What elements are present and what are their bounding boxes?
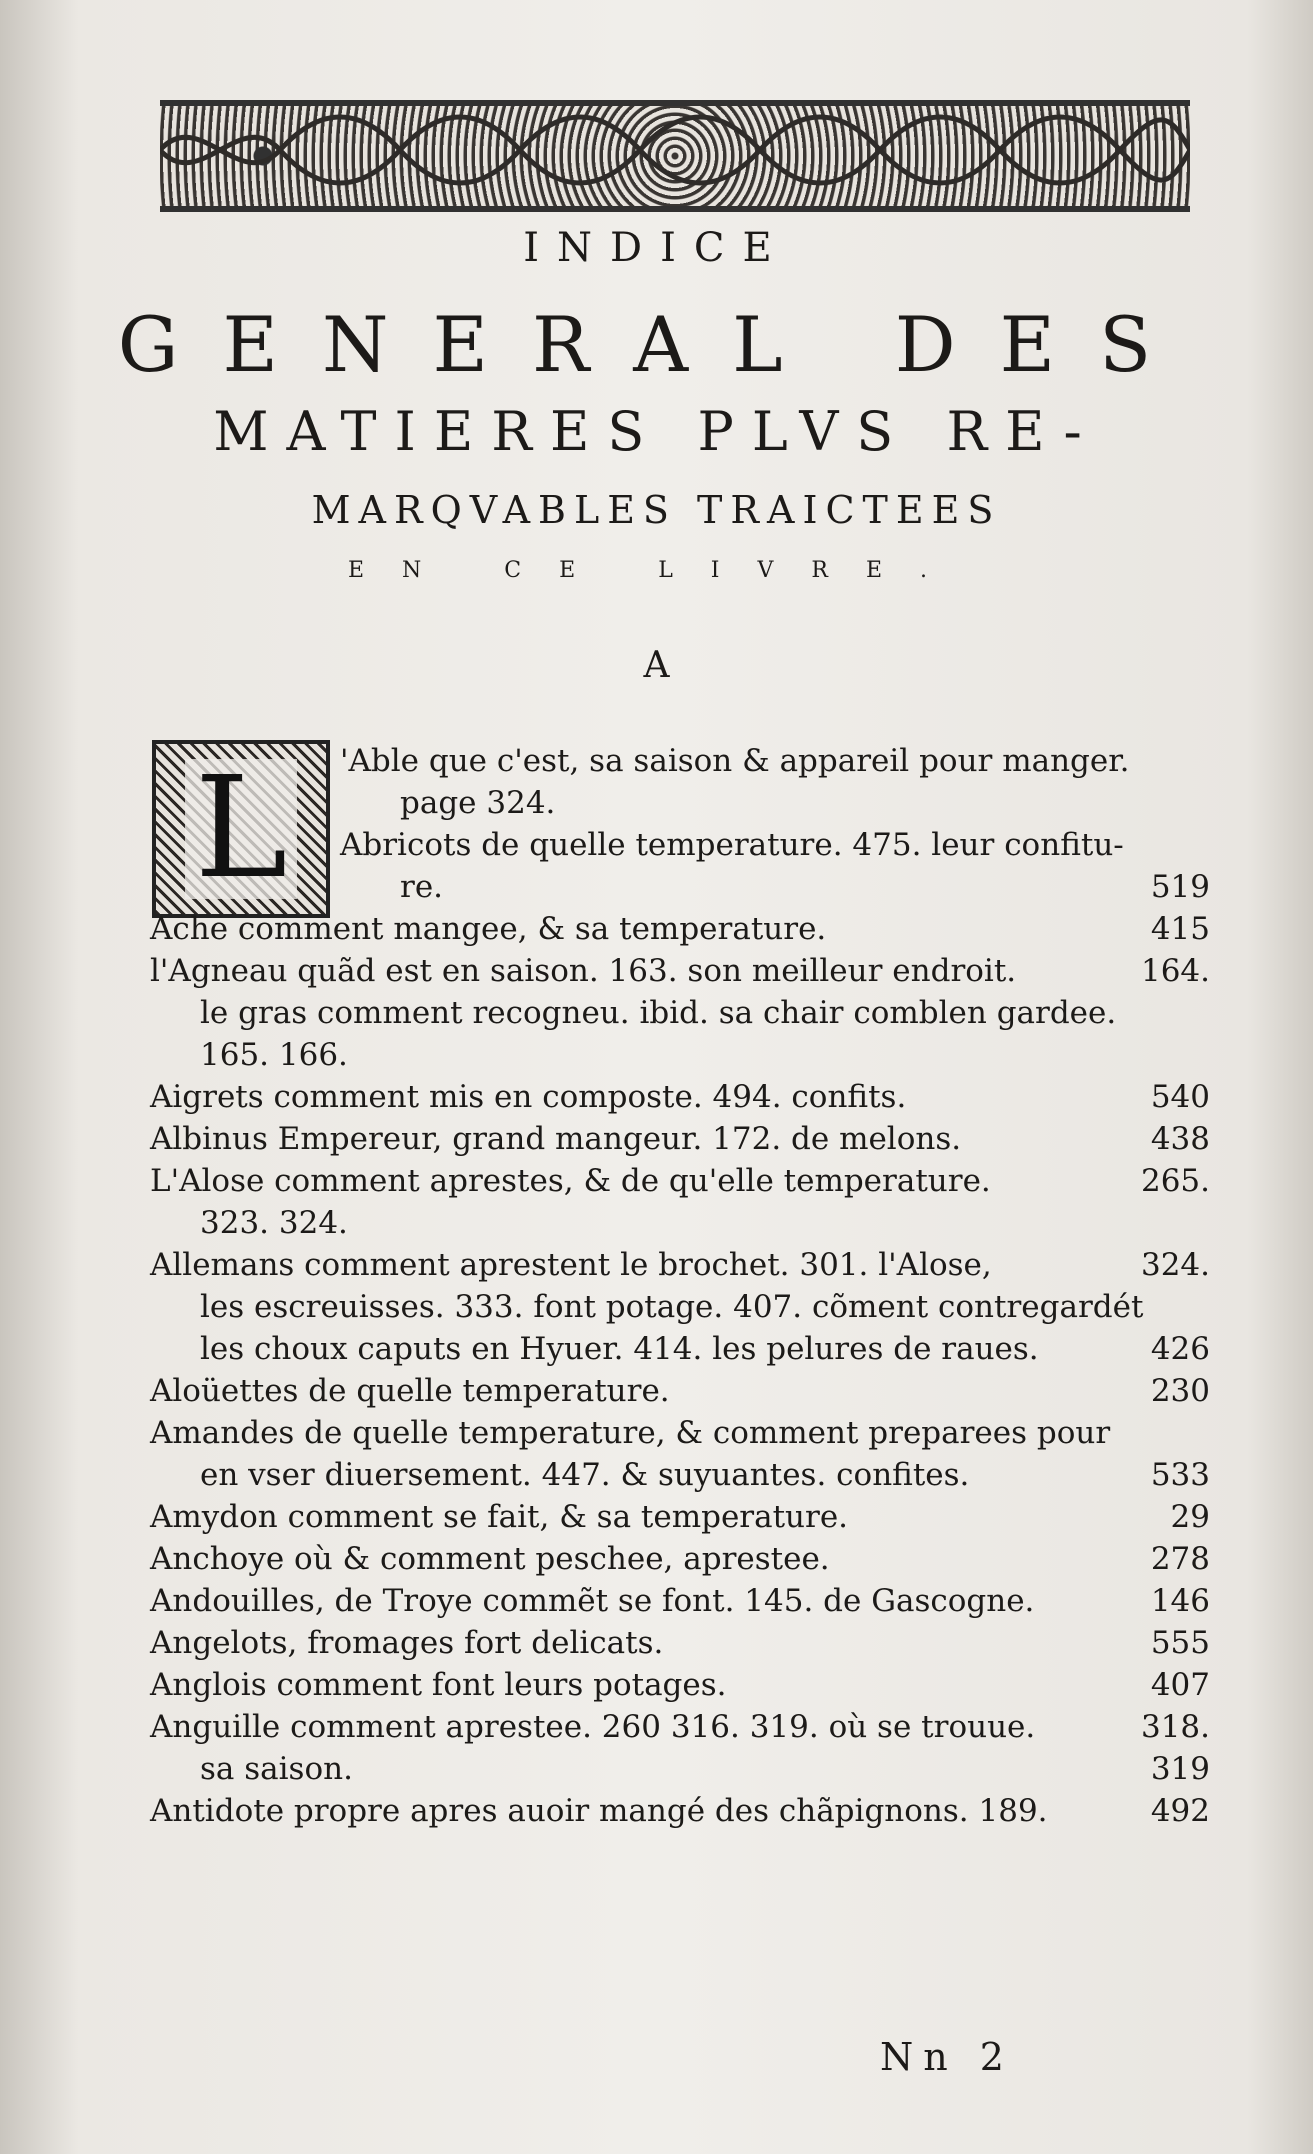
index-entry	[150, 1748, 1210, 1790]
index-entry-page: 407	[1150, 1667, 1210, 1703]
index-entry-page: 555	[1150, 1625, 1210, 1661]
index-entry	[150, 1286, 1210, 1328]
drop-cap-letter: L	[185, 759, 298, 899]
index-entry-text: en vser diuersement. 447. & suyuantes. confites.	[200, 1457, 970, 1493]
index-entry-page: 415	[1150, 911, 1210, 947]
signature-mark: Nn 2	[880, 2035, 1014, 2079]
title-line-en-ce-livre: EN CE LIVRE.	[348, 558, 965, 583]
index-entry-page: 519	[1150, 869, 1210, 905]
index-entry	[150, 1664, 1210, 1706]
title-line-general: GENERAL DES	[117, 300, 1196, 389]
index-entry-text: re.	[400, 869, 444, 905]
index-entry-text: le gras comment recogneu. ibid. sa chair comblen gardee.	[200, 995, 1117, 1031]
index-entry	[150, 908, 1210, 950]
index-entry	[150, 824, 1210, 866]
index-entry-text: les choux caputs en Hyuer. 414. les pelures de raues.	[200, 1331, 1039, 1367]
index-entry	[150, 1454, 1210, 1496]
index-entry-page: 324.	[1140, 1247, 1210, 1283]
index-entry-page: 438	[1150, 1121, 1210, 1157]
index-entry-text: page 324.	[400, 785, 556, 821]
title-line-matieres: MATIERES PLVS RE-	[213, 400, 1100, 463]
index-entry-text: Aloüettes de quelle temperature.	[150, 1373, 670, 1409]
index-entry-text: les escreuisses. 333. font potage. 407. cõment contregardét	[200, 1289, 1144, 1325]
index-entry	[150, 1328, 1210, 1370]
index-entry-page: 278	[1150, 1541, 1210, 1577]
index-entry-text: sa saison.	[200, 1751, 353, 1787]
index-entry-text: Albinus Empereur, grand mangeur. 172. de melons.	[150, 1121, 962, 1157]
index-entry	[150, 1076, 1210, 1118]
index-entry-page: 230	[1150, 1373, 1210, 1409]
index-entry-text: Aigrets comment mis en composte. 494. confits.	[150, 1079, 907, 1115]
title-line-indice: INDICE	[523, 225, 790, 271]
index-entry-text: 165. 166.	[200, 1037, 348, 1073]
index-entry	[150, 740, 1210, 782]
index-entry-text: Anguille comment aprestee. 260 316. 319. où se trouue.	[150, 1709, 1036, 1745]
index-entry-text: Amydon comment se fait, & sa temperature.	[150, 1499, 849, 1535]
index-entry-text: Allemans comment aprestent le brochet. 301. l'Alose,	[150, 1247, 992, 1283]
index-entries	[150, 740, 1210, 1832]
index-entry-text: Abricots de quelle temperature. 475. leur confitu-	[340, 827, 1124, 863]
index-entry-page: 533	[1150, 1457, 1210, 1493]
index-entry	[150, 1034, 1210, 1076]
decorative-ornament-band	[160, 100, 1190, 212]
index-entry-page: 318.	[1140, 1709, 1210, 1745]
index-entry-text: Anglois comment font leurs potages.	[150, 1667, 727, 1703]
index-entry-text: l'Agneau quãd est en saison. 163. son meilleur endroit.	[150, 953, 1017, 989]
index-entry	[150, 950, 1210, 992]
index-entry-page: 426	[1150, 1331, 1210, 1367]
index-entry	[150, 866, 1210, 908]
index-entry-page: 265.	[1140, 1163, 1210, 1199]
index-entry-page: 540	[1150, 1079, 1210, 1115]
index-entry	[150, 782, 1210, 824]
index-entry	[150, 1202, 1210, 1244]
index-entry-page: 164.	[1140, 953, 1210, 989]
index-entry	[150, 1244, 1210, 1286]
index-entry	[150, 1496, 1210, 1538]
index-entry-text: Angelots, fromages fort delicats.	[150, 1625, 664, 1661]
ornament-vine-icon	[160, 106, 1190, 194]
index-entry-page: 319	[1150, 1751, 1210, 1787]
index-entry-text: L'Alose comment aprestes, & de qu'elle temperature.	[150, 1163, 991, 1199]
index-entry	[150, 1538, 1210, 1580]
index-entry	[150, 1370, 1210, 1412]
index-entry-text: Amandes de quelle temperature, & comment preparees pour	[150, 1415, 1111, 1451]
index-entry	[150, 1580, 1210, 1622]
section-letter: A	[643, 645, 670, 686]
index-entry-text: 323. 324.	[200, 1205, 348, 1241]
index-entry	[150, 992, 1210, 1034]
index-entry-text: Ache comment mangee, & sa temperature.	[150, 911, 827, 947]
title-line-marquables: MARQVABLES TRAICTEES	[311, 488, 1002, 532]
index-entry-text: 'Able que c'est, sa saison & appareil pour manger.	[340, 743, 1130, 779]
index-entry-page: 29	[1170, 1499, 1210, 1535]
index-entry	[150, 1118, 1210, 1160]
index-entry-text: Anchoye où & comment peschee, aprestee.	[150, 1541, 830, 1577]
index-entry-text: Antidote propre apres auoir mangé des chãpignons. 189.	[150, 1793, 1048, 1829]
index-entry	[150, 1622, 1210, 1664]
index-entry-text: Andouilles, de Troye commẽt se font. 145. de Gascogne.	[150, 1583, 1035, 1619]
index-entry	[150, 1790, 1210, 1832]
index-entry	[150, 1706, 1210, 1748]
index-entry	[150, 1412, 1210, 1454]
index-entry-page: 492	[1150, 1793, 1210, 1829]
index-entry	[150, 1160, 1210, 1202]
index-entry-page: 146	[1150, 1583, 1210, 1619]
